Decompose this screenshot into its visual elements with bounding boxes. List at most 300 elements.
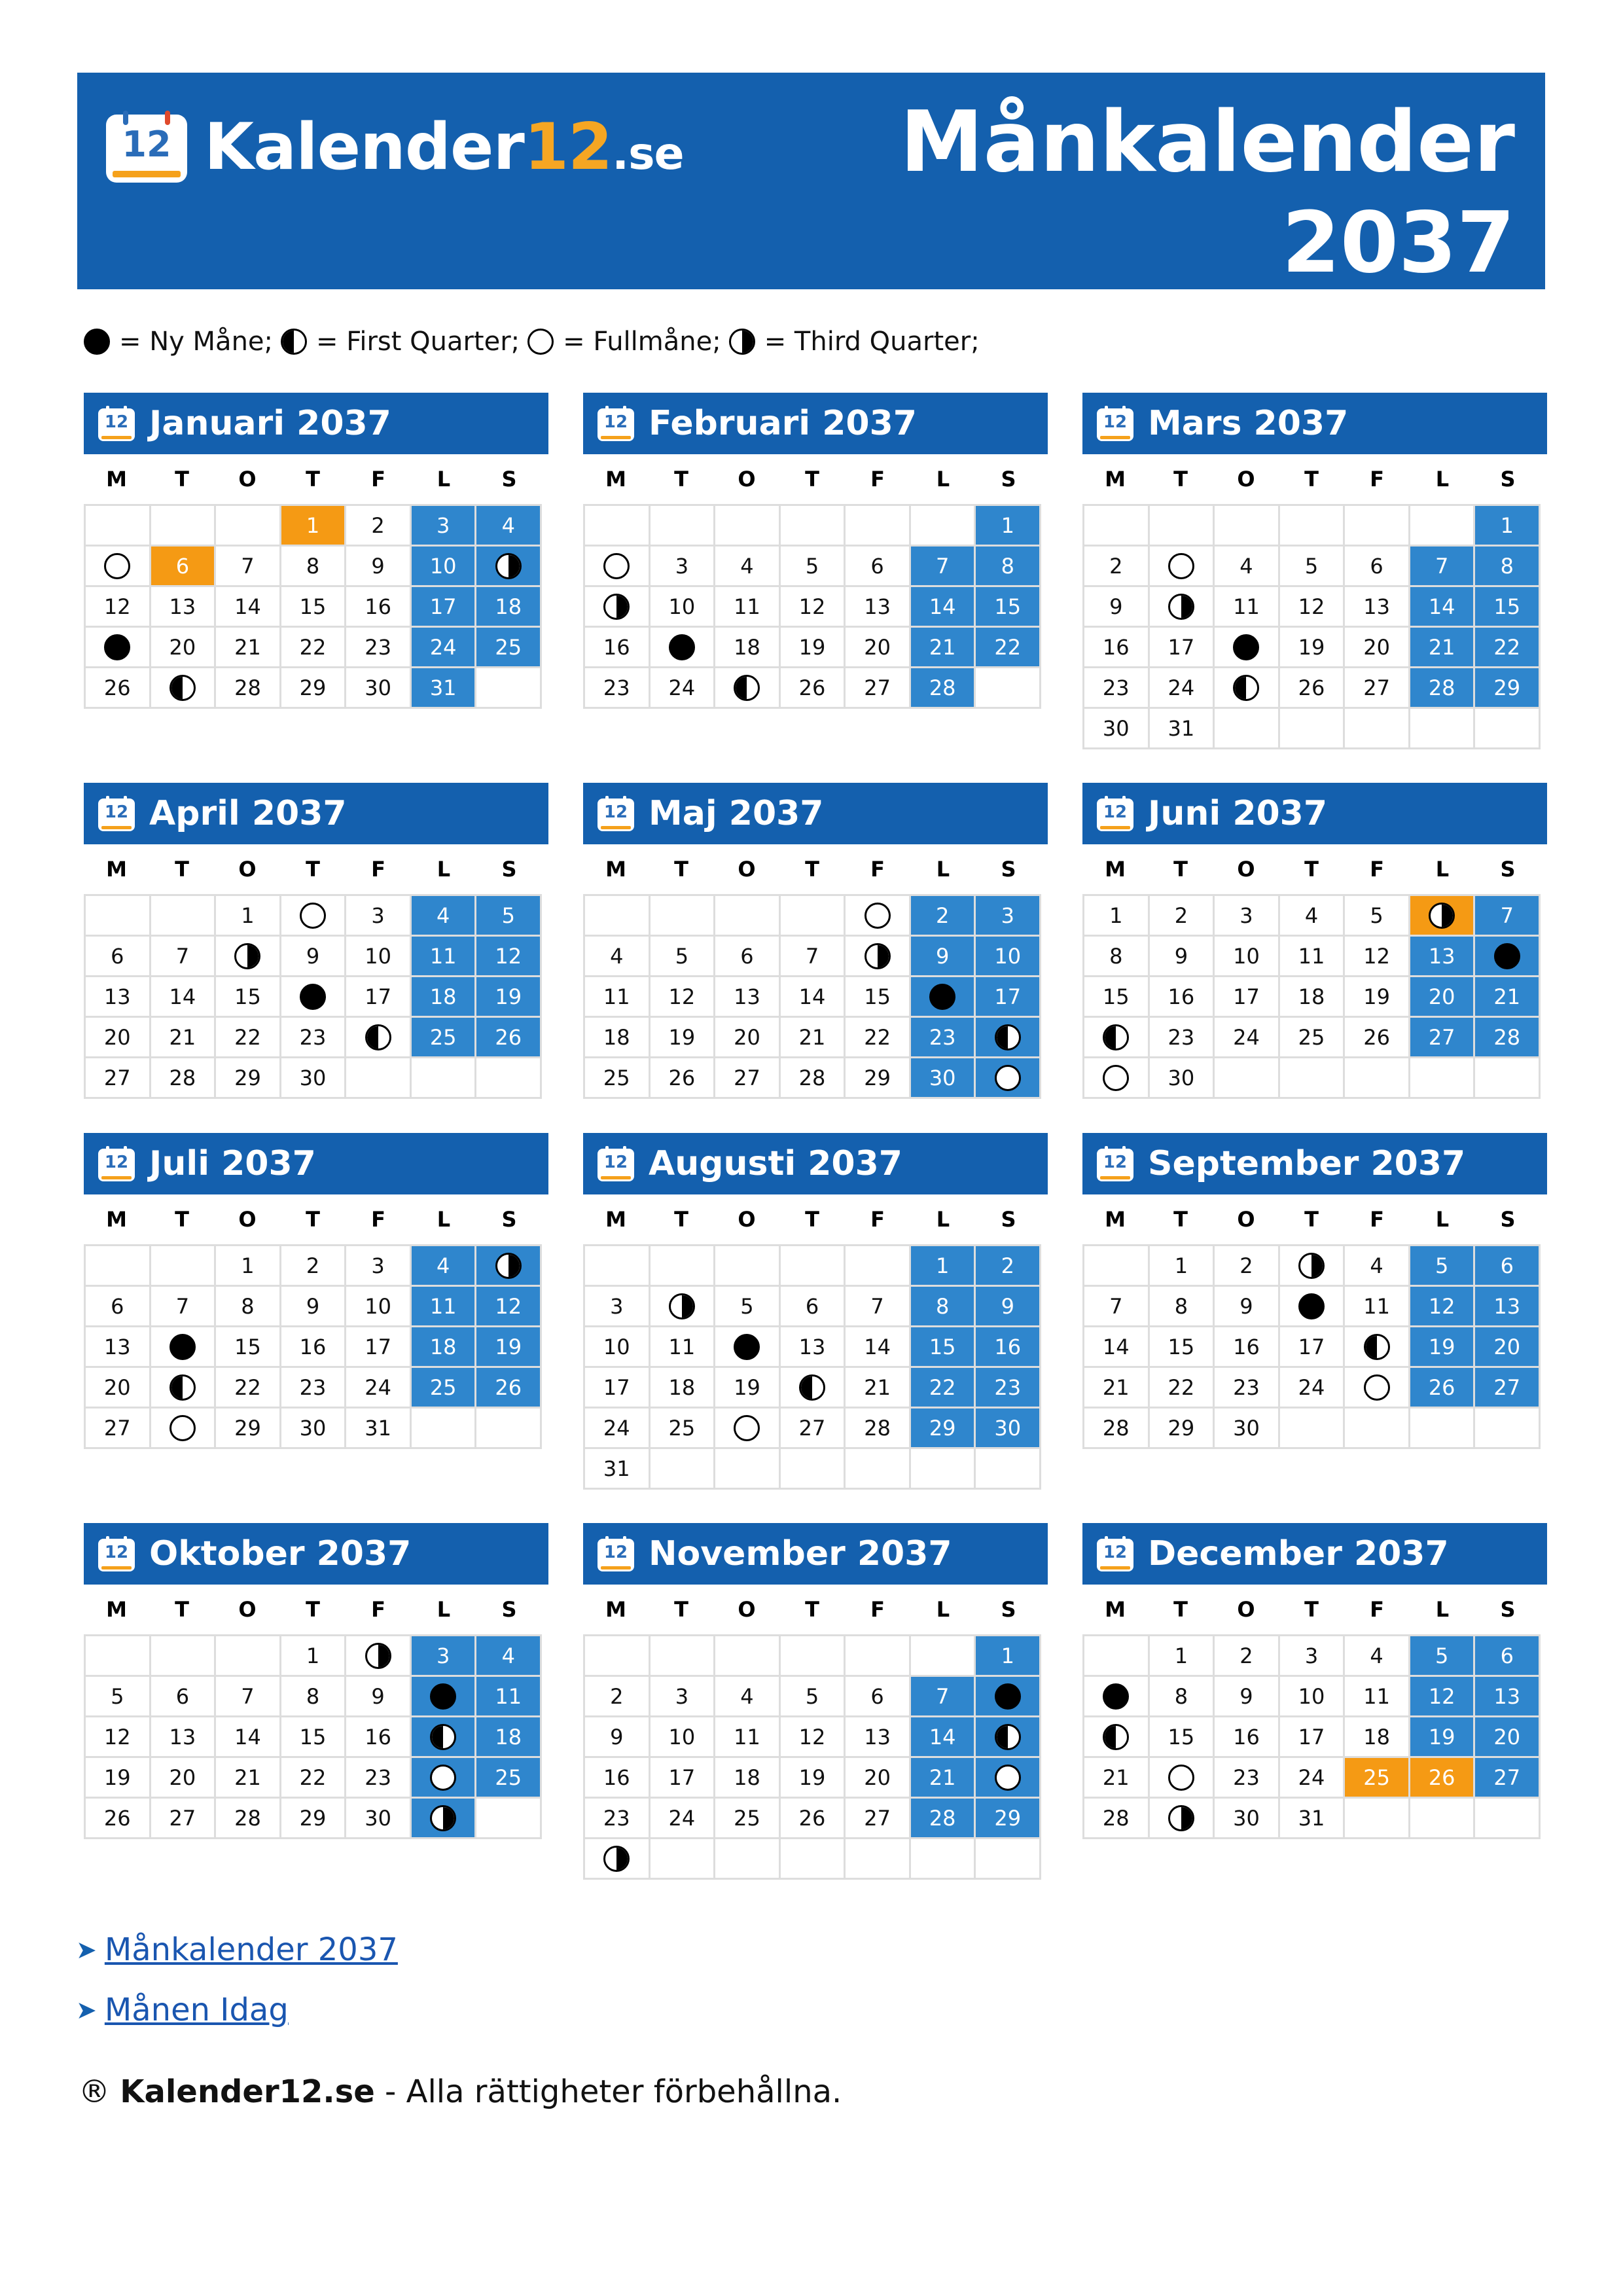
day-cell[interactable]: 29	[976, 1799, 1041, 1839]
day-cell[interactable]: 19	[476, 977, 542, 1018]
day-cell[interactable]: 5	[715, 1287, 781, 1327]
day-cell[interactable]: 7	[911, 547, 976, 587]
day-cell[interactable]: 2	[911, 896, 976, 937]
day-cell[interactable]: 16	[1215, 1717, 1280, 1758]
day-cell[interactable]	[151, 1368, 217, 1408]
day-cell[interactable]: 13	[1475, 1287, 1541, 1327]
day-cell[interactable]: 6	[715, 937, 781, 977]
day-cell[interactable]: 4	[585, 937, 651, 977]
day-cell[interactable]: 15	[1475, 587, 1541, 628]
day-cell[interactable]: 2	[1215, 1636, 1280, 1677]
day-cell[interactable]: 25	[585, 1058, 651, 1099]
day-cell[interactable]: 21	[216, 1758, 281, 1799]
day-cell[interactable]: 11	[1345, 1287, 1410, 1327]
day-cell[interactable]: 3	[651, 1677, 716, 1717]
day-cell[interactable]: 21	[911, 628, 976, 668]
day-cell[interactable]: 13	[151, 1717, 217, 1758]
day-cell[interactable]	[846, 937, 911, 977]
day-cell[interactable]: 15	[216, 1327, 281, 1368]
day-cell[interactable]: 20	[1345, 628, 1410, 668]
day-cell[interactable]: 5	[86, 1677, 151, 1717]
day-cell[interactable]: 30	[281, 1408, 347, 1449]
day-cell[interactable]	[976, 1717, 1041, 1758]
day-cell[interactable]: 24	[1280, 1368, 1346, 1408]
day-cell[interactable]: 21	[1084, 1368, 1150, 1408]
day-cell[interactable]: 16	[585, 628, 651, 668]
day-cell[interactable]: 12	[1410, 1287, 1476, 1327]
day-cell[interactable]: 13	[1410, 937, 1476, 977]
day-cell[interactable]: 9	[281, 937, 347, 977]
day-cell[interactable]: 1	[1084, 896, 1150, 937]
day-cell[interactable]: 8	[1084, 937, 1150, 977]
day-cell[interactable]: 18	[476, 1717, 542, 1758]
day-cell[interactable]: 26	[781, 1799, 846, 1839]
day-cell[interactable]: 10	[1280, 1677, 1346, 1717]
day-cell[interactable]	[715, 1327, 781, 1368]
day-cell[interactable]: 19	[1410, 1717, 1476, 1758]
day-cell[interactable]: 9	[911, 937, 976, 977]
day-cell[interactable]: 28	[216, 668, 281, 709]
day-cell[interactable]: 27	[781, 1408, 846, 1449]
day-cell[interactable]: 21	[1475, 977, 1541, 1018]
day-cell[interactable]: 22	[976, 628, 1041, 668]
day-cell[interactable]	[1150, 1758, 1215, 1799]
day-cell[interactable]: 3	[651, 547, 716, 587]
day-cell[interactable]: 10	[651, 587, 716, 628]
day-cell[interactable]: 17	[346, 977, 412, 1018]
day-cell[interactable]: 18	[1345, 1717, 1410, 1758]
day-cell[interactable]: 19	[1345, 977, 1410, 1018]
day-cell[interactable]: 28	[151, 1058, 217, 1099]
day-cell[interactable]: 25	[412, 1018, 477, 1058]
day-cell[interactable]: 23	[1084, 668, 1150, 709]
day-cell[interactable]: 11	[1345, 1677, 1410, 1717]
day-cell[interactable]: 27	[86, 1408, 151, 1449]
day-cell[interactable]: 1	[1475, 506, 1541, 547]
day-cell[interactable]: 18	[585, 1018, 651, 1058]
day-cell[interactable]: 9	[976, 1287, 1041, 1327]
day-cell[interactable]: 9	[281, 1287, 347, 1327]
day-cell[interactable]: 25	[412, 1368, 477, 1408]
day-cell[interactable]: 16	[976, 1327, 1041, 1368]
day-cell[interactable]	[281, 977, 347, 1018]
day-cell[interactable]: 11	[715, 1717, 781, 1758]
day-cell[interactable]: 29	[1150, 1408, 1215, 1449]
day-cell[interactable]: 4	[715, 547, 781, 587]
day-cell[interactable]: 1	[911, 1246, 976, 1287]
day-cell[interactable]: 12	[476, 937, 542, 977]
day-cell[interactable]: 23	[1150, 1018, 1215, 1058]
day-cell[interactable]: 14	[216, 587, 281, 628]
day-cell[interactable]: 30	[346, 1799, 412, 1839]
day-cell[interactable]: 14	[1410, 587, 1476, 628]
day-cell[interactable]: 8	[976, 547, 1041, 587]
day-cell[interactable]: 7	[1475, 896, 1541, 937]
day-cell[interactable]	[151, 668, 217, 709]
day-cell[interactable]: 12	[86, 1717, 151, 1758]
day-cell[interactable]: 28	[911, 668, 976, 709]
day-cell[interactable]: 6	[781, 1287, 846, 1327]
day-cell[interactable]: 24	[1280, 1758, 1346, 1799]
day-cell[interactable]: 24	[585, 1408, 651, 1449]
day-cell[interactable]: 11	[651, 1327, 716, 1368]
day-cell[interactable]: 18	[651, 1368, 716, 1408]
day-cell[interactable]	[1280, 1246, 1346, 1287]
day-cell[interactable]: 12	[651, 977, 716, 1018]
day-cell[interactable]: 17	[1150, 628, 1215, 668]
day-cell[interactable]: 3	[1280, 1636, 1346, 1677]
day-cell[interactable]: 4	[1345, 1246, 1410, 1287]
day-cell[interactable]: 16	[1150, 977, 1215, 1018]
day-cell[interactable]	[86, 547, 151, 587]
day-cell[interactable]: 17	[1280, 1327, 1346, 1368]
day-cell[interactable]: 31	[585, 1449, 651, 1490]
day-cell[interactable]: 11	[1280, 937, 1346, 977]
day-cell[interactable]: 23	[346, 1758, 412, 1799]
day-cell[interactable]: 27	[1345, 668, 1410, 709]
day-cell[interactable]: 29	[281, 1799, 347, 1839]
day-cell[interactable]: 13	[1345, 587, 1410, 628]
day-cell[interactable]: 10	[346, 937, 412, 977]
day-cell[interactable]: 18	[412, 977, 477, 1018]
site-logo[interactable]	[106, 111, 684, 184]
day-cell[interactable]	[1345, 1368, 1410, 1408]
day-cell[interactable]	[1084, 1677, 1150, 1717]
day-cell[interactable]: 30	[281, 1058, 347, 1099]
day-cell[interactable]: 3	[412, 1636, 477, 1677]
day-cell[interactable]: 14	[781, 977, 846, 1018]
day-cell[interactable]: 21	[911, 1758, 976, 1799]
day-cell[interactable]: 26	[86, 1799, 151, 1839]
day-cell[interactable]	[476, 1246, 542, 1287]
day-cell[interactable]: 28	[846, 1408, 911, 1449]
day-cell[interactable]	[1084, 1018, 1150, 1058]
day-cell[interactable]: 22	[281, 628, 347, 668]
day-cell[interactable]: 19	[86, 1758, 151, 1799]
day-cell[interactable]: 12	[781, 1717, 846, 1758]
day-cell[interactable]: 11	[585, 977, 651, 1018]
day-cell[interactable]: 5	[1410, 1636, 1476, 1677]
day-cell[interactable]	[151, 1327, 217, 1368]
day-cell[interactable]: 24	[651, 668, 716, 709]
day-cell[interactable]: 6	[1345, 547, 1410, 587]
day-cell[interactable]: 28	[1084, 1799, 1150, 1839]
day-cell[interactable]: 18	[412, 1327, 477, 1368]
day-cell[interactable]: 5	[1345, 896, 1410, 937]
day-cell[interactable]: 27	[1410, 1018, 1476, 1058]
day-cell[interactable]: 22	[1475, 628, 1541, 668]
day-cell[interactable]	[651, 628, 716, 668]
day-cell[interactable]: 31	[346, 1408, 412, 1449]
day-cell[interactable]: 8	[1475, 547, 1541, 587]
day-cell[interactable]: 23	[1215, 1758, 1280, 1799]
day-cell[interactable]: 1	[1150, 1246, 1215, 1287]
day-cell[interactable]: 2	[1215, 1246, 1280, 1287]
day-cell[interactable]: 9	[1215, 1287, 1280, 1327]
day-cell[interactable]: 8	[911, 1287, 976, 1327]
day-cell[interactable]	[715, 668, 781, 709]
day-cell[interactable]: 29	[216, 1058, 281, 1099]
day-cell[interactable]: 20	[846, 628, 911, 668]
day-cell[interactable]: 31	[412, 668, 477, 709]
day-cell[interactable]: 2	[1150, 896, 1215, 937]
day-cell[interactable]	[911, 977, 976, 1018]
day-cell[interactable]	[1150, 547, 1215, 587]
day-cell[interactable]: 6	[846, 547, 911, 587]
day-cell[interactable]: 10	[1215, 937, 1280, 977]
day-cell[interactable]: 29	[1475, 668, 1541, 709]
day-cell[interactable]: 17	[651, 1758, 716, 1799]
day-cell[interactable]	[86, 628, 151, 668]
day-cell[interactable]: 6	[1475, 1636, 1541, 1677]
day-cell[interactable]: 22	[216, 1368, 281, 1408]
day-cell[interactable]: 3	[976, 896, 1041, 937]
day-cell[interactable]: 22	[1150, 1368, 1215, 1408]
day-cell[interactable]: 3	[346, 1246, 412, 1287]
day-cell[interactable]: 1	[976, 506, 1041, 547]
day-cell[interactable]: 1	[281, 506, 347, 547]
day-cell[interactable]	[346, 1636, 412, 1677]
day-cell[interactable]: 14	[216, 1717, 281, 1758]
day-cell[interactable]: 18	[715, 1758, 781, 1799]
day-cell[interactable]	[346, 1018, 412, 1058]
day-cell[interactable]: 4	[412, 1246, 477, 1287]
day-cell[interactable]: 21	[781, 1018, 846, 1058]
day-cell[interactable]: 30	[911, 1058, 976, 1099]
day-cell[interactable]: 29	[216, 1408, 281, 1449]
day-cell[interactable]: 8	[216, 1287, 281, 1327]
day-cell[interactable]: 15	[1084, 977, 1150, 1018]
day-cell[interactable]: 11	[476, 1677, 542, 1717]
day-cell[interactable]: 12	[1410, 1677, 1476, 1717]
day-cell[interactable]: 24	[346, 1368, 412, 1408]
day-cell[interactable]: 22	[281, 1758, 347, 1799]
day-cell[interactable]: 7	[846, 1287, 911, 1327]
day-cell[interactable]: 13	[86, 1327, 151, 1368]
day-cell[interactable]: 24	[1150, 668, 1215, 709]
day-cell[interactable]: 2	[346, 506, 412, 547]
day-cell[interactable]: 15	[1150, 1327, 1215, 1368]
day-cell[interactable]	[1150, 587, 1215, 628]
day-cell[interactable]: 25	[651, 1408, 716, 1449]
day-cell[interactable]: 7	[151, 1287, 217, 1327]
day-cell[interactable]: 26	[476, 1018, 542, 1058]
day-cell[interactable]: 4	[476, 506, 542, 547]
day-cell[interactable]: 5	[781, 547, 846, 587]
day-cell[interactable]: 26	[1280, 668, 1346, 709]
day-cell[interactable]: 21	[216, 628, 281, 668]
day-cell[interactable]: 3	[1215, 896, 1280, 937]
day-cell[interactable]: 28	[911, 1799, 976, 1839]
day-cell[interactable]: 8	[1150, 1677, 1215, 1717]
day-cell[interactable]: 9	[1150, 937, 1215, 977]
day-cell[interactable]: 23	[1215, 1368, 1280, 1408]
day-cell[interactable]: 4	[476, 1636, 542, 1677]
day-cell[interactable]: 23	[976, 1368, 1041, 1408]
day-cell[interactable]: 10	[346, 1287, 412, 1327]
day-cell[interactable]	[1280, 1287, 1346, 1327]
day-cell[interactable]: 15	[281, 1717, 347, 1758]
day-cell[interactable]: 14	[911, 587, 976, 628]
day-cell[interactable]: 8	[281, 547, 347, 587]
day-cell[interactable]: 22	[846, 1018, 911, 1058]
day-cell[interactable]: 30	[1215, 1408, 1280, 1449]
day-cell[interactable]: 9	[585, 1717, 651, 1758]
day-cell[interactable]	[651, 1287, 716, 1327]
day-cell[interactable]: 20	[151, 628, 217, 668]
moon-calendar-link[interactable]: Månkalender 2037	[104, 1931, 398, 1968]
day-cell[interactable]: 19	[781, 628, 846, 668]
day-cell[interactable]: 26	[651, 1058, 716, 1099]
day-cell[interactable]: 19	[715, 1368, 781, 1408]
day-cell[interactable]: 30	[1084, 709, 1150, 749]
day-cell[interactable]: 23	[911, 1018, 976, 1058]
day-cell[interactable]: 15	[216, 977, 281, 1018]
day-cell[interactable]: 23	[281, 1018, 347, 1058]
day-cell[interactable]: 19	[1410, 1327, 1476, 1368]
day-cell[interactable]	[976, 1758, 1041, 1799]
day-cell[interactable]: 24	[412, 628, 477, 668]
day-cell[interactable]: 4	[715, 1677, 781, 1717]
day-cell[interactable]: 7	[151, 937, 217, 977]
day-cell[interactable]: 1	[1150, 1636, 1215, 1677]
day-cell[interactable]	[585, 587, 651, 628]
day-cell[interactable]: 13	[715, 977, 781, 1018]
day-cell[interactable]: 12	[781, 587, 846, 628]
day-cell[interactable]: 20	[86, 1018, 151, 1058]
day-cell[interactable]: 1	[216, 896, 281, 937]
day-cell[interactable]: 22	[216, 1018, 281, 1058]
day-cell[interactable]: 20	[151, 1758, 217, 1799]
day-cell[interactable]	[1215, 628, 1280, 668]
day-cell[interactable]: 8	[281, 1677, 347, 1717]
day-cell[interactable]: 16	[346, 587, 412, 628]
day-cell[interactable]: 27	[715, 1058, 781, 1099]
day-cell[interactable]: 15	[281, 587, 347, 628]
day-cell[interactable]: 21	[1410, 628, 1476, 668]
day-cell[interactable]: 25	[476, 628, 542, 668]
day-cell[interactable]: 19	[781, 1758, 846, 1799]
day-cell[interactable]: 14	[1084, 1327, 1150, 1368]
day-cell[interactable]	[1345, 1327, 1410, 1368]
day-cell[interactable]: 23	[346, 628, 412, 668]
day-cell[interactable]	[412, 1758, 477, 1799]
day-cell[interactable]: 4	[412, 896, 477, 937]
day-cell[interactable]: 15	[976, 587, 1041, 628]
day-cell[interactable]: 5	[1410, 1246, 1476, 1287]
day-cell[interactable]: 31	[1150, 709, 1215, 749]
day-cell[interactable]: 27	[1475, 1758, 1541, 1799]
day-cell[interactable]: 17	[1215, 977, 1280, 1018]
day-cell[interactable]: 5	[476, 896, 542, 937]
day-cell[interactable]: 19	[651, 1018, 716, 1058]
day-cell[interactable]	[412, 1677, 477, 1717]
day-cell[interactable]	[585, 547, 651, 587]
day-cell[interactable]: 20	[1475, 1327, 1541, 1368]
day-cell[interactable]: 25	[715, 1799, 781, 1839]
day-cell[interactable]: 12	[1280, 587, 1346, 628]
day-cell[interactable]: 27	[86, 1058, 151, 1099]
day-cell[interactable]: 14	[151, 977, 217, 1018]
day-cell[interactable]: 26	[781, 668, 846, 709]
day-cell[interactable]: 13	[846, 587, 911, 628]
day-cell[interactable]	[1410, 896, 1476, 937]
day-cell[interactable]: 28	[1475, 1018, 1541, 1058]
day-cell[interactable]: 7	[911, 1677, 976, 1717]
day-cell[interactable]: 13	[846, 1717, 911, 1758]
day-cell[interactable]: 5	[781, 1677, 846, 1717]
day-cell[interactable]: 1	[216, 1246, 281, 1287]
day-cell[interactable]: 10	[585, 1327, 651, 1368]
day-cell[interactable]: 26	[1410, 1368, 1476, 1408]
day-cell[interactable]: 30	[1215, 1799, 1280, 1839]
day-cell[interactable]: 13	[1475, 1677, 1541, 1717]
day-cell[interactable]: 10	[651, 1717, 716, 1758]
day-cell[interactable]: 3	[412, 506, 477, 547]
day-cell[interactable]: 8	[1150, 1287, 1215, 1327]
day-cell[interactable]	[151, 1408, 217, 1449]
day-cell[interactable]: 4	[1345, 1636, 1410, 1677]
day-cell[interactable]: 10	[412, 547, 477, 587]
day-cell[interactable]: 29	[911, 1408, 976, 1449]
day-cell[interactable]: 9	[1084, 587, 1150, 628]
day-cell[interactable]: 23	[585, 668, 651, 709]
day-cell[interactable]: 14	[911, 1717, 976, 1758]
day-cell[interactable]: 7	[1084, 1287, 1150, 1327]
day-cell[interactable]: 27	[846, 668, 911, 709]
day-cell[interactable]: 17	[585, 1368, 651, 1408]
day-cell[interactable]	[216, 937, 281, 977]
day-cell[interactable]: 2	[585, 1677, 651, 1717]
day-cell[interactable]: 21	[846, 1368, 911, 1408]
day-cell[interactable]: 30	[346, 668, 412, 709]
day-cell[interactable]: 26	[1410, 1758, 1476, 1799]
day-cell[interactable]: 4	[1280, 896, 1346, 937]
day-cell[interactable]: 10	[976, 937, 1041, 977]
day-cell[interactable]: 17	[346, 1327, 412, 1368]
day-cell[interactable]	[781, 1368, 846, 1408]
day-cell[interactable]	[1084, 1058, 1150, 1099]
day-cell[interactable]: 11	[715, 587, 781, 628]
day-cell[interactable]: 2	[1084, 547, 1150, 587]
day-cell[interactable]: 20	[86, 1368, 151, 1408]
day-cell[interactable]: 18	[715, 628, 781, 668]
day-cell[interactable]: 31	[1280, 1799, 1346, 1839]
day-cell[interactable]	[1475, 937, 1541, 977]
day-cell[interactable]	[715, 1408, 781, 1449]
day-cell[interactable]	[1084, 1717, 1150, 1758]
day-cell[interactable]: 6	[86, 937, 151, 977]
day-cell[interactable]: 16	[1084, 628, 1150, 668]
day-cell[interactable]: 24	[651, 1799, 716, 1839]
day-cell[interactable]: 16	[585, 1758, 651, 1799]
day-cell[interactable]	[1215, 668, 1280, 709]
day-cell[interactable]: 5	[651, 937, 716, 977]
day-cell[interactable]: 7	[781, 937, 846, 977]
day-cell[interactable]: 7	[216, 1677, 281, 1717]
day-cell[interactable]: 20	[1410, 977, 1476, 1018]
day-cell[interactable]: 27	[1475, 1368, 1541, 1408]
day-cell[interactable]: 26	[476, 1368, 542, 1408]
day-cell[interactable]: 13	[781, 1327, 846, 1368]
day-cell[interactable]	[976, 1677, 1041, 1717]
day-cell[interactable]: 27	[151, 1799, 217, 1839]
day-cell[interactable]: 9	[346, 547, 412, 587]
day-cell[interactable]: 18	[1280, 977, 1346, 1018]
day-cell[interactable]: 25	[1280, 1018, 1346, 1058]
day-cell[interactable]: 25	[476, 1758, 542, 1799]
day-cell[interactable]: 15	[911, 1327, 976, 1368]
